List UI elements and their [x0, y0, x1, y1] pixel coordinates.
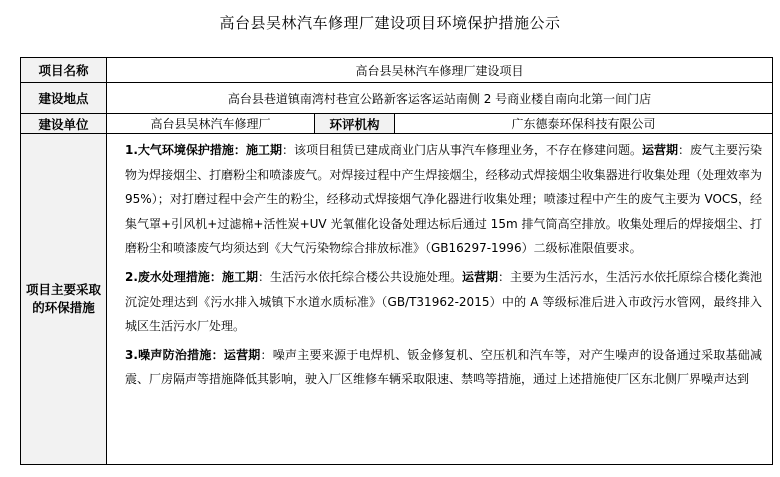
water-construction-label: 施工期	[221, 269, 258, 284]
noise-measures: 3.噪声防治措施：运营期：噪声主要来源于电焊机、钣金修复机、空压机和汽车等，对产生噪声的设备通过采取基础减震、厂房隔声等措施降低其影响，驶入厂区维修车辆采取限速、禁鸣等措施，通过上述措施使厂区东北侧厂界噪声达到	[125, 347, 763, 387]
noise-operation-text: ：噪声主要来源于电焊机、钣金修复机、空压机和汽车等，对产生噪声的设备通过采取基础减震、厂房隔声等措施降低其影响，驶入厂区维修车辆采取限速、禁鸣等措施，通过上述措施使厂区东北侧厂界噪声达到	[125, 347, 763, 387]
air-operation-label: 运营期	[641, 143, 678, 157]
row-location	[21, 83, 773, 114]
page-title: 高台县吴林汽车修理厂建设项目环境保护措施公示	[219, 14, 561, 32]
location-value: 高台县巷道镇南湾村巷宣公路新客运客运站南侧 2 号商业楼自南向北第一间门店	[107, 83, 773, 114]
measures-content	[107, 134, 773, 465]
project-name-value: 高台县吴林汽车修理厂建设项目	[107, 58, 773, 83]
air-measures: 1.大气环境保护措施：施工期：该项目租赁已建成商业门店从事汽车修理业务，不存在修建问题。运营期：废气主要污染物为焊接烟尘、打磨粉尘和喷漆废气。对焊接过程中产生焊接烟尘，经移动式焊接烟尘收集器进行收集处理（处理效率为 95%）；对打磨过程中会产生的粉尘，经移动式焊接烟气净化器进行收集处理；喷漆过程中产生的废气主要为 VOCS，经集气罩+引风机+过滤棉+活性炭+UV 光氧催化设备处理达标后通过 15m 排气筒高空排放。收集处理后的焊接烟尘、打磨粉尘和喷漆废气均须达到《大气污染物综合排放标准》（GB16297-1996）二级标准限值要求。	[125, 143, 763, 256]
project-info-table	[20, 57, 773, 465]
water-operation-label: 运营期	[461, 269, 498, 284]
project-name-label: 项目名称	[21, 58, 107, 83]
row-measures	[21, 134, 773, 465]
water-heading: 2.废水处理措施	[125, 269, 210, 284]
eia-label: 环评机构	[315, 114, 395, 134]
row-project-name	[21, 58, 773, 83]
air-construction-text: ：该项目租赁已建成商业门店从事汽车修理业务，不存在修建问题。	[281, 143, 642, 157]
air-construction-label: 施工期	[245, 143, 282, 157]
measures-label	[21, 134, 107, 465]
measures-label-text: 项目主要采取的环保措施	[25, 282, 101, 315]
air-operation-text: ：废气主要污染物为焊接烟尘、打磨粉尘和喷漆废气。对焊接过程中产生焊接烟尘，经移动式焊接烟尘收集器进行收集处理（处理效率为 95%）；对打磨过程中会产生的粉尘，经移动式焊接烟气净化器进行收集处理；喷漆过程中产生的废气主要为 VOCS，经集气罩+引风机+过滤棉+活性炭+UV 光氧催化设备处理达标后通过 15m 排气筒高空排放。收集处理后的焊接烟尘、打磨粉尘和喷漆废气均须达到《大气污染物综合排放标准》（GB16297-1996）二级标准限值要求。	[125, 143, 763, 256]
row-unit	[21, 114, 773, 134]
noise-heading: 3.噪声防治措施	[125, 347, 212, 362]
water-measures: 2.废水处理措施：施工期：生活污水依托综合楼公共设施处理。运营期：主要为生活污水，生活污水依托原综合楼化粪池沉淀处理达到《污水排入城镇下水道水质标准》（GB/T31962-2015）中的 A 等级标准后进入市政污水管网，最终排入城区生活污水厂处理。	[125, 269, 763, 334]
eia-value: 广东德泰环保科技有限公司	[395, 114, 773, 134]
water-construction-text: ：生活污水依托综合楼公共设施处理。	[257, 269, 462, 284]
water-operation-text: ：主要为生活污水，生活污水依托原综合楼化粪池沉淀处理达到《污水排入城镇下水道水质标准》（GB/T31962-2015）中的 A 等级标准后进入市政污水管网，最终排入城区生活污水厂处理。	[125, 269, 763, 334]
unit-value: 高台县吴林汽车修理厂	[107, 114, 315, 134]
air-heading: 1.大气环境保护措施	[125, 143, 234, 157]
noise-operation-label: 运营期	[223, 347, 261, 362]
location-label: 建设地点	[21, 83, 107, 114]
unit-label: 建设单位	[21, 114, 107, 134]
